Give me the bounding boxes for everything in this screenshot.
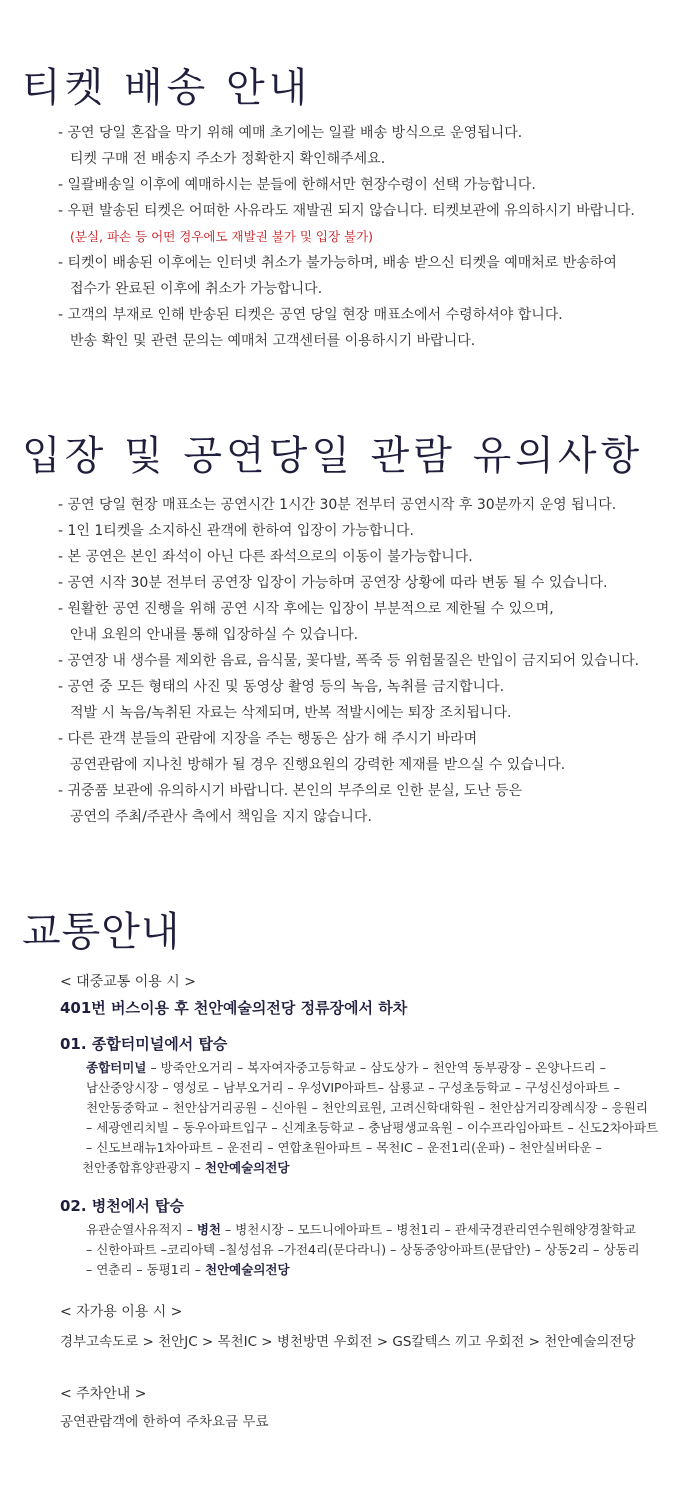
stop-highlight: 천안예술의전당	[204, 1160, 290, 1175]
stop-highlight: 천안예술의전당	[205, 1262, 290, 1277]
list-item	[58, 674, 688, 726]
list-line: - 공연장 내 생수를 제외한 음료, 음식물, 꽃다발, 폭죽 등 위험물질은 반입이 금지되어 있습니다.	[58, 653, 640, 669]
list-line: 접수가 완료된 이후에 취소가 가능합니다.	[70, 281, 323, 297]
list-item	[58, 250, 688, 302]
list-item	[58, 302, 688, 354]
stop-row	[86, 1240, 640, 1260]
list-item	[58, 172, 688, 198]
public-transport-main: 401번 버스이용 후 천안예술의전당 정류장에서 하차	[60, 999, 408, 1017]
route-2-title: 02. 병천에서 탑승	[60, 1197, 184, 1215]
list-line: - 다른 관객 분들의 관람에 지장을 주는 행동은 삼가 해 주시기 바라며	[58, 731, 478, 747]
stop-text: 유관순열사유적지 –	[86, 1222, 197, 1237]
list-line: - 공연 중 모든 형태의 사진 및 동영상 촬영 등의 녹음, 녹취를 금지합니다.	[58, 679, 505, 695]
list-line: - 티켓이 배송된 이후에는 인터넷 취소가 불가능하며, 배송 받으신 티켓을 예매처로 반송하여	[58, 255, 617, 271]
list-item	[58, 778, 688, 830]
list-item	[58, 596, 688, 648]
public-transport-label: < 대중교통 이용 시 >	[60, 974, 196, 990]
list-item	[58, 648, 688, 674]
admission-list	[58, 492, 688, 830]
list-item	[58, 544, 688, 570]
reissue-warning: (분실, 파손 등 어떤 경우에도 재발권 불가 및 입장 불가)	[70, 229, 374, 244]
parking-label: < 주차안내 >	[60, 1386, 147, 1402]
public-transport-block	[60, 970, 407, 1020]
list-item	[58, 492, 688, 518]
list-line: 티켓 구매 전 배송지 주소가 정확한지 확인해주세요.	[70, 151, 386, 167]
list-line: - 우편 발송된 티켓은 어떠한 사유라도 재발권 되지 않습니다. 티켓보관에 유의하시기 바랍니다.	[58, 203, 635, 219]
route-1-block	[60, 1032, 658, 1178]
stop-row	[86, 1138, 658, 1158]
list-line: - 고객의 부재로 인해 반송된 티켓은 공연 당일 현장 매표소에서 수령하셔야 합니다.	[58, 307, 563, 323]
list-line: 공연의 주최/주관사 측에서 책임을 지지 않습니다.	[70, 809, 372, 825]
stop-text: – 병천시장 – 모드니에아파트 – 병천1리 – 관세국경관리연수원해양경찰학교	[220, 1222, 636, 1237]
stop-row	[86, 1220, 640, 1240]
route-1-stops	[60, 1058, 658, 1178]
delivery-list	[58, 120, 688, 354]
list-item	[58, 120, 688, 172]
parking-block	[60, 1382, 269, 1434]
delivery-title: 티켓 배송 안내	[22, 65, 312, 111]
list-line: - 일괄배송일 이후에 예매하시는 분들에 한해서만 현장수령이 선택 가능합니다.	[58, 177, 536, 193]
stop-text: – 방죽안오거리 – 복자여자중고등학교 – 삼도상가 – 천안역 동부광장 – 온양나드리 –	[146, 1060, 606, 1075]
list-line: - 공연 시작 30분 전부터 공연장 입장이 가능하며 공연장 상황에 따라 변동 될 수 있습니다.	[58, 575, 608, 591]
list-item	[58, 570, 688, 596]
list-line: 적발 시 녹음/녹취된 자료는 삭제되며, 반복 적발시에는 퇴장 조치됩니다.	[70, 705, 512, 721]
stop-highlight: 종합터미널	[86, 1060, 147, 1075]
car-block	[60, 1300, 636, 1354]
stop-text: 천안동중학교 – 천안삼거리공원 – 신아원 – 천안의료원, 고려신학대학원 – 천안삼거리장례식장 – 응원리	[86, 1100, 648, 1115]
stop-text: 남산중앙시장 – 영성로 – 남부오거리 – 우성VIP아파트– 삼룡교 – 구성초등학교 – 구성신성아파트 –	[86, 1080, 620, 1095]
car-route: 경부고속도로 > 천안JC > 목천IC > 병천방면 우회전 > GS칼텍스 끼고 우회전 > 천안예술의전당	[60, 1334, 636, 1350]
route-2-block	[60, 1194, 640, 1280]
list-line: - 귀중품 보관에 유의하시기 바랍니다. 본인의 부주의로 인한 분실, 도난 등은	[58, 783, 523, 799]
list-line: 안내 요원의 안내를 통해 입장하실 수 있습니다.	[70, 627, 359, 643]
list-line: - 원활한 공연 진행을 위해 공연 시작 후에는 입장이 부분적으로 제한될 수 있으며,	[58, 601, 554, 617]
stop-row	[86, 1118, 658, 1138]
list-item	[58, 198, 688, 250]
stop-row	[86, 1078, 658, 1098]
parking-text: 공연관람객에 한하여 주차요금 무료	[60, 1414, 269, 1430]
car-label: < 자가용 이용 시 >	[60, 1304, 183, 1320]
stop-text: – 세광엔리치빌 – 동우아파트입구 – 신계초등학교 – 충남평생교육원 – 이수프라임아파트 – 신도2차아파트	[86, 1120, 659, 1135]
list-line: - 본 공연은 본인 좌석이 아닌 다른 좌석으로의 이동이 불가능합니다.	[58, 549, 473, 565]
stop-text: 천안종합휴양관광지 –	[82, 1160, 205, 1175]
stop-row	[86, 1260, 640, 1280]
list-line: 반송 확인 및 관련 문의는 예매처 고객센터를 이용하시기 바랍니다.	[70, 333, 476, 349]
list-line: - 1인 1티켓을 소지하신 관객에 한하여 입장이 가능합니다.	[58, 523, 414, 539]
list-item	[58, 518, 688, 544]
list-line: - 공연 당일 현장 매표소는 공연시간 1시간 30분 전부터 공연시작 후 30분까지 운영 됩니다.	[58, 497, 617, 513]
stop-text: – 신한아파트 –코리아텍 –칠성섬유 –가전4리(문다라니) – 상동중앙아파트(문답안) – 상동2리 – 상동리	[86, 1242, 640, 1257]
stop-text: – 연춘리 – 동평1리 –	[86, 1262, 206, 1277]
route-1-title: 01. 종합터미널에서 탑승	[60, 1035, 228, 1053]
stop-row	[86, 1098, 658, 1118]
list-line: - 공연 당일 혼잡을 막기 위해 예매 초기에는 일괄 배송 방식으로 운영됩니다.	[58, 125, 523, 141]
list-line: 공연관람에 지나친 방해가 될 경우 진행요원의 강력한 제재를 받으실 수 있습니다.	[70, 757, 566, 773]
admission-title: 입장 및 공연당일 관람 유의사항	[22, 433, 644, 479]
list-item	[58, 726, 688, 778]
stop-text: – 신도브래뉴1차아파트 – 운전리 – 연합초원아파트 – 목천IC – 운전1리(운파) – 천안실버타운 –	[86, 1140, 602, 1155]
stop-highlight: 병천	[196, 1222, 221, 1237]
stop-row	[82, 1158, 658, 1178]
transport-title: 교통안내	[22, 909, 181, 955]
stop-row	[86, 1058, 658, 1078]
route-2-stops	[60, 1220, 640, 1280]
